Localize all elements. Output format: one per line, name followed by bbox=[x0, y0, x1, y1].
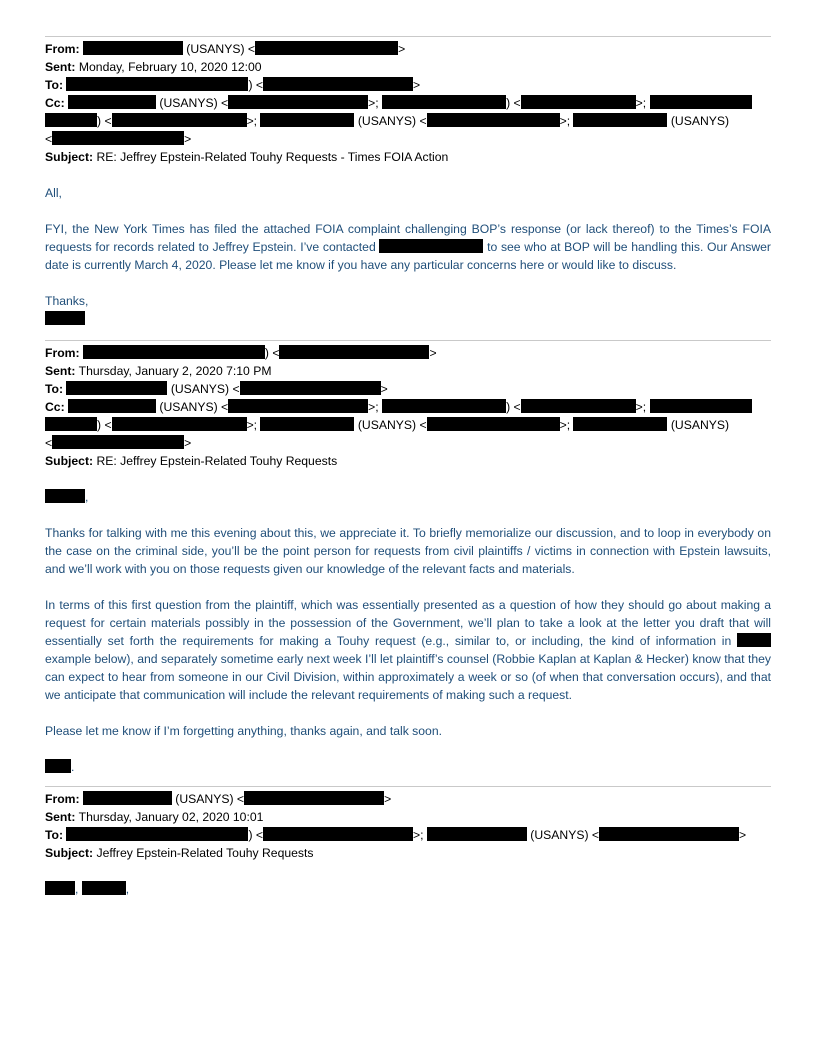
cc-text: >; bbox=[559, 114, 574, 128]
from-text: > bbox=[429, 346, 437, 360]
to-text: (USANYS) < bbox=[167, 382, 240, 396]
from-line bbox=[45, 344, 771, 362]
cc-label: Cc: bbox=[45, 96, 65, 110]
cc-text: >; bbox=[368, 96, 383, 110]
redaction-block bbox=[263, 827, 413, 841]
to-text: ) < bbox=[248, 828, 263, 842]
redaction-block bbox=[66, 77, 248, 91]
cc-line-cont bbox=[45, 112, 771, 130]
redaction-block bbox=[66, 381, 167, 395]
email-body-3 bbox=[45, 880, 771, 898]
email-header-2 bbox=[45, 344, 771, 470]
redaction-block bbox=[427, 113, 560, 127]
redaction-block bbox=[66, 827, 248, 841]
redaction-block bbox=[650, 95, 752, 109]
from-label: From: bbox=[45, 42, 80, 56]
sent-value: Thursday, January 02, 2020 10:01 bbox=[78, 810, 264, 824]
redaction-block bbox=[45, 489, 85, 503]
subject-label: Subject: bbox=[45, 454, 94, 468]
cc-line-cont bbox=[45, 130, 771, 148]
redaction-block bbox=[83, 41, 183, 55]
cc-line bbox=[45, 398, 771, 416]
redaction-block bbox=[83, 791, 172, 805]
body-paragraph: In terms of this first question from the plaintiff, which was essentially presented as a question of how they should go about making a request for certain materials possibly in the possession of the Government, we’ll plan to take a look at the letter you draft that will essentially set forth the requirements for making a Touhy request (e.g., similar to, or including, the kind of information in example below), and separately sometime early next week I’ll let plaintiff’s counsel (Robbie Kaplan at Kaplan & Hecker) know that they can expect to hear from someone in our Civil Division, within approximately a week or so (of when that conversation occurs), and that we anticipate that communication will include the relevant requirements of making such a request. bbox=[45, 598, 771, 702]
cc-text: (USANYS) < bbox=[354, 418, 427, 432]
redaction-block bbox=[260, 417, 354, 431]
cc-text: ) < bbox=[97, 114, 112, 128]
greeting: , , bbox=[45, 880, 771, 898]
sent-label: Sent: bbox=[45, 60, 76, 74]
redaction-block bbox=[45, 311, 85, 325]
redaction-block bbox=[45, 759, 71, 773]
redaction-block bbox=[112, 113, 247, 127]
redaction-block bbox=[255, 41, 398, 55]
redaction-block bbox=[45, 417, 97, 431]
redaction-block bbox=[521, 95, 636, 109]
cc-line-cont bbox=[45, 416, 771, 434]
from-text: ) < bbox=[264, 346, 280, 360]
body-paragraph: Thanks for talking with me this evening about this, we appreciate it. To briefly memorialize our discussion, and to loop in everybody on the case on the criminal side, you’ll be the point person for requests from civil plaintiffs / victims in connection with Epstein lawsuits, and we’ll work with you on those requests given our knowledge of the relevant facts and materials. bbox=[45, 526, 771, 576]
from-text: > bbox=[384, 792, 392, 806]
sent-value: Thursday, January 2, 2020 7:10 PM bbox=[78, 364, 272, 378]
from-line bbox=[45, 40, 771, 58]
cc-text: (USANYS) < bbox=[156, 96, 229, 110]
cc-text: < bbox=[45, 436, 53, 450]
to-text: > bbox=[413, 78, 421, 92]
to-line bbox=[45, 826, 771, 844]
cc-text: (USANYS) < bbox=[156, 400, 229, 414]
redaction-block bbox=[244, 791, 384, 805]
body-paragraph: Please let me know if I’m forgetting anything, thanks again, and talk soon. bbox=[45, 724, 442, 738]
signoff: Thanks, bbox=[45, 294, 89, 308]
redaction-block bbox=[68, 95, 156, 109]
from-text: > bbox=[398, 42, 406, 56]
cc-text: ) < bbox=[506, 96, 521, 110]
cc-line bbox=[45, 94, 771, 112]
redaction-block bbox=[260, 113, 354, 127]
cc-text: >; bbox=[246, 114, 261, 128]
redaction-block bbox=[427, 827, 527, 841]
to-label: To: bbox=[45, 382, 64, 396]
from-label: From: bbox=[45, 792, 80, 806]
cc-text: >; bbox=[368, 400, 383, 414]
to-text: ) < bbox=[248, 78, 263, 92]
cc-text: >; bbox=[246, 418, 261, 432]
redaction-block bbox=[599, 827, 739, 841]
redaction-block bbox=[240, 381, 381, 395]
redaction-block bbox=[573, 113, 667, 127]
cc-text: (USANYS) < bbox=[354, 114, 427, 128]
to-text: >; bbox=[413, 828, 427, 842]
subject-label: Subject: bbox=[45, 846, 94, 860]
redaction-block bbox=[52, 435, 184, 449]
redaction-block bbox=[45, 113, 97, 127]
document-page bbox=[45, 36, 771, 898]
from-line bbox=[45, 790, 771, 808]
sent-line bbox=[45, 808, 771, 826]
redaction-block bbox=[382, 95, 506, 109]
sent-line bbox=[45, 362, 771, 380]
subject-line bbox=[45, 452, 771, 470]
redaction-block bbox=[737, 633, 771, 647]
redaction-block bbox=[521, 399, 636, 413]
cc-text: < bbox=[45, 132, 53, 146]
subject-value: RE: Jeffrey Epstein-Related Touhy Requests bbox=[96, 454, 338, 468]
cc-text: >; bbox=[635, 96, 650, 110]
cc-line-cont bbox=[45, 434, 771, 452]
email-header-1 bbox=[45, 40, 771, 166]
to-text: > bbox=[380, 382, 388, 396]
email-body-2 bbox=[45, 488, 771, 776]
cc-text: (USANYS) bbox=[667, 114, 730, 128]
greeting: All, bbox=[45, 186, 62, 200]
to-line bbox=[45, 76, 771, 94]
to-line bbox=[45, 380, 771, 398]
cc-text: >; bbox=[559, 418, 574, 432]
email-body-1 bbox=[45, 184, 771, 328]
redaction-block bbox=[83, 345, 265, 359]
redaction-block bbox=[263, 77, 413, 91]
subject-line bbox=[45, 148, 771, 166]
from-text: (USANYS) < bbox=[182, 42, 256, 56]
redaction-block bbox=[427, 417, 560, 431]
cc-label: Cc: bbox=[45, 400, 65, 414]
cc-text: >; bbox=[635, 400, 650, 414]
redaction-block bbox=[52, 131, 184, 145]
email-header-3 bbox=[45, 790, 771, 862]
to-label: To: bbox=[45, 828, 64, 842]
signoff: . bbox=[45, 758, 771, 776]
to-text: > bbox=[739, 828, 747, 842]
greeting: , bbox=[45, 488, 771, 506]
redaction-block bbox=[228, 399, 368, 413]
cc-text: ) < bbox=[97, 418, 112, 432]
redaction-block bbox=[650, 399, 752, 413]
redaction-block bbox=[228, 95, 368, 109]
redaction-block bbox=[45, 881, 75, 895]
redaction-block bbox=[382, 399, 506, 413]
redaction-block bbox=[68, 399, 156, 413]
subject-line bbox=[45, 844, 771, 862]
subject-value: RE: Jeffrey Epstein-Related Touhy Requests - Times FOIA Action bbox=[96, 150, 449, 164]
body-paragraph: FYI, the New York Times has filed the attached FOIA complaint challenging BOP’s response (or lack thereof) to the Times’s FOIA requests for records related to Jeffrey Epstein. I’ve contacted to see who at BOP will be handling this. Our Answer date is currently March 4, 2020. Please let me know if you have any particular concerns here or would like to discuss. bbox=[45, 222, 771, 272]
cc-text: > bbox=[184, 436, 192, 450]
redaction-block bbox=[573, 417, 667, 431]
sent-line bbox=[45, 58, 771, 76]
to-text: (USANYS) < bbox=[526, 828, 600, 842]
sent-label: Sent: bbox=[45, 810, 76, 824]
from-label: From: bbox=[45, 346, 80, 360]
cc-text: > bbox=[184, 132, 192, 146]
to-label: To: bbox=[45, 78, 64, 92]
cc-text: ) < bbox=[506, 400, 521, 414]
from-text: (USANYS) < bbox=[171, 792, 245, 806]
subject-value: Jeffrey Epstein-Related Touhy Requests bbox=[96, 846, 314, 860]
sent-label: Sent: bbox=[45, 364, 76, 378]
redaction-block bbox=[279, 345, 429, 359]
subject-label: Subject: bbox=[45, 150, 94, 164]
redaction-block bbox=[112, 417, 247, 431]
redaction-block bbox=[82, 881, 126, 895]
redaction-block bbox=[379, 239, 483, 253]
sent-value: Monday, February 10, 2020 12:00 bbox=[78, 60, 262, 74]
cc-text: (USANYS) bbox=[667, 418, 730, 432]
